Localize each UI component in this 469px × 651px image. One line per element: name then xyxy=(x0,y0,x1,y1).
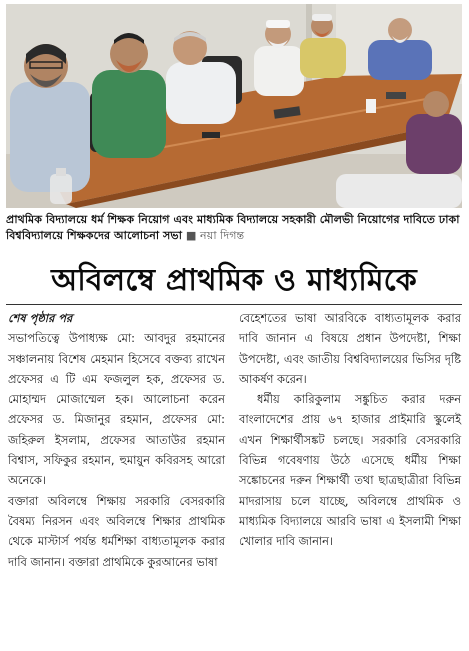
headline: অবিলম্বে প্রাথমিক ও মাধ্যমিকে xyxy=(6,258,462,305)
continued-label: শেষ পৃষ্ঠার পর xyxy=(8,311,73,325)
article-paragraph: ধর্মীয় কারিকুলাম সঙ্কুচিত করার দরুন বাংলাদেশের প্রায় ৬৭ হাজার প্রাইমারি স্কুলেই এখন শিক্ষার্থীসঙ্কট চলছে। সরকারি বেসরকারি বিভিন্ন গবেষণায় উঠে এসেছে ধর্মীয় শিক্ষা সঙ্কোচনের দরুন শিক্ষার্থী তথা ছাত্রছাত্রীরা বিভিন্ন মাদরাসায় চলে যাচ্ছে, অবিলম্বে প্রাথমিক ও মাধ্যমিক বিদ্যালয়ে আরবি ভাষা এ ইসলামী শিক্ষা খোলার দাবি জানান। xyxy=(239,392,461,549)
caption-source: ■ নয়া দিগন্ত xyxy=(185,228,245,242)
photo-caption xyxy=(6,212,462,243)
article-paragraph: বক্তারা অবিলম্বে শিক্ষায় সরকারি বেসরকারি বৈষম্য নিরসন এবং অবিলম্বে শিক্ষার প্রাথমিক থেকে মাস্টার্স পর্যন্ত ধর্মশিক্ষা বাধ্যতামূলক করার দাবি জানান। বক্তারা প্রাথমিকে কুরআনের ভাষা xyxy=(8,493,225,569)
meeting-photo-illustration xyxy=(6,4,462,208)
article-column-left xyxy=(8,308,225,572)
article-column-right xyxy=(239,308,461,552)
article-paragraph: বেহেশতের ভাষা আরবিকে বাধ্যতামূলক করার দাবি জানান এ বিষয়ে প্রধান উপদেষ্টা, শিক্ষা উপদেষ্টা, এবং জাতীয় বিশ্ববিদ্যালয়ের ভিসির দৃষ্টি আকর্ষণ করেন। xyxy=(239,311,461,386)
article-paragraph: সভাপতিত্বে উপাধ্যক্ষ মো: আবদুর রহমানের সঞ্চালনায় বিশেষ মেহমান হিসেবে বক্তব্য রাখেন প্রফেসর এ টি এম ফজলুল হক, প্রফেসর ড. মোহাম্মদ মোজাম্মেল হক। আলোচনা করেন প্রফেসর ড. মিজানুর রহমান, প্রফেসর মো: জহিরুল ইসলাম, প্রফেসর আতাউর রহমান বিশ্বাস, সফিকুর রহমান, হুমায়ুন কবিরসহ আরো অনেকে। xyxy=(8,331,225,488)
meeting-photo xyxy=(6,4,462,208)
caption-text: প্রাথমিক বিদ্যালয়ে ধর্ম শিক্ষক নিয়োগ এবং মাধ্যমিক বিদ্যালয়ে সহকারী মৌলভী নিয়োগের দাবিতে ঢাকা বিশ্ববিদ্যালয়ে শিক্ষকদের আলোচনা সভা xyxy=(6,213,460,242)
